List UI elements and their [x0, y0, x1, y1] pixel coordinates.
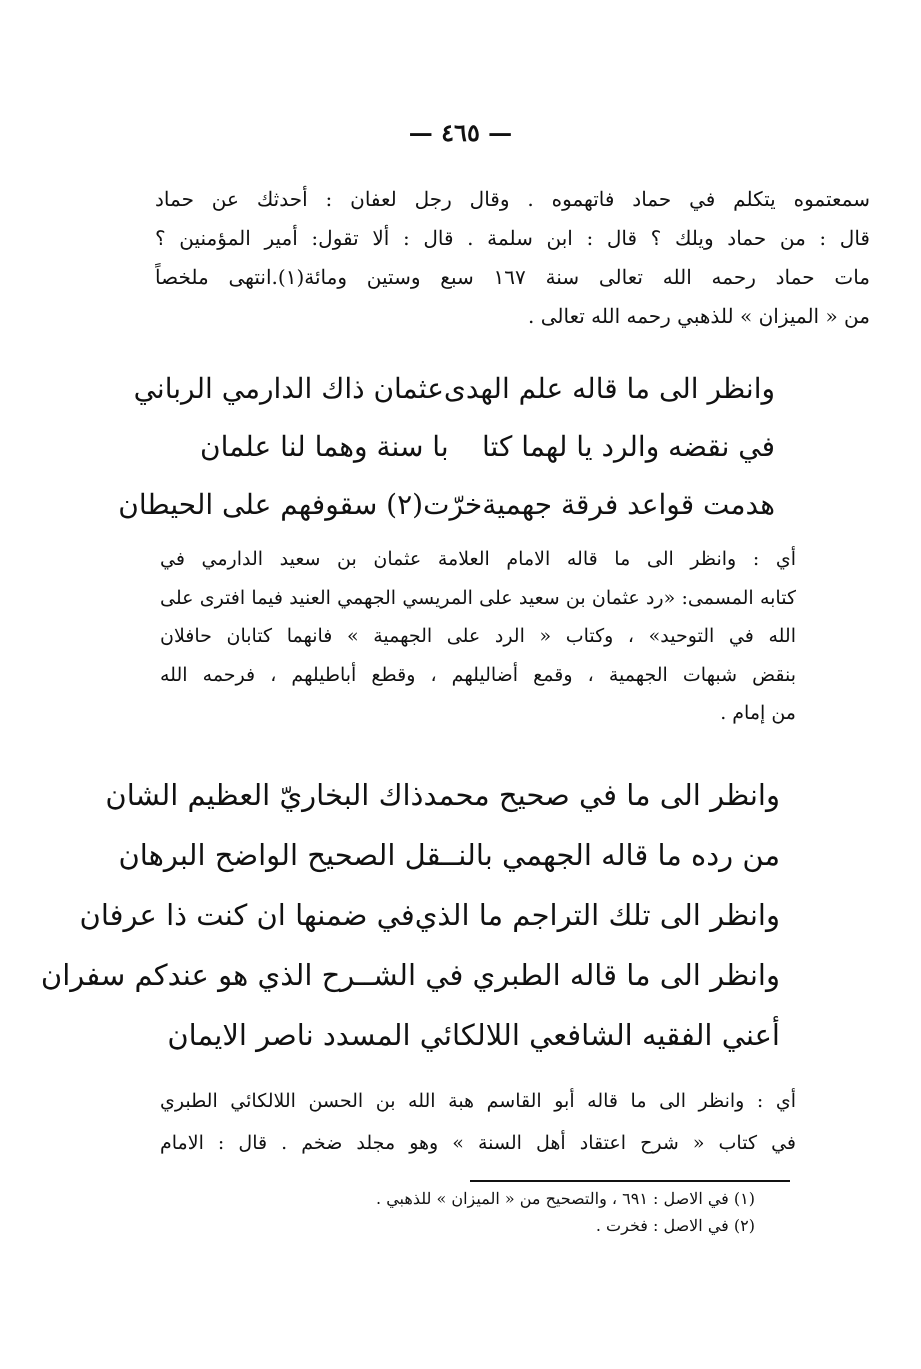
verse-first-hemistich: وانظر الى ما قاله الطبري في الشـ	[364, 958, 780, 992]
verse-line	[133, 360, 775, 418]
verse-first-hemistich: هدمت قواعد فرقة جهمية	[482, 488, 775, 521]
paragraph-line: بنقض شبهات الجهمية ، وقمع أضاليلهم ، وقطع أباطيلهم ، فرحمه الله	[160, 663, 796, 686]
verse-first-hemistich: أعني الفقيه الشافعي اللا	[485, 1018, 780, 1052]
verse-second-hemistich: لكائي المسدد ناصر الايمان	[167, 1018, 486, 1052]
paragraph-2	[160, 540, 796, 733]
verse-second-hemistich: في ضمنها ان كنت ذا عرفان	[79, 898, 415, 932]
verse-block-1	[118, 360, 775, 534]
verse-line	[79, 885, 780, 945]
paragraph-line: سمعتموه يتكلم في حماد فاتهموه . وقال رجل لعفان : أحدثك عن حماد	[155, 187, 870, 211]
paragraph-line: من « الميزان » للذهبي رحمه الله تعالى .	[528, 304, 870, 328]
paragraph-line: مات حماد رحمه الله تعالى سنة ١٦٧ سبع وستين ومائة(١).انتهى ملخصاً	[155, 265, 870, 289]
verse-first-hemistich: وانظر الى ما قاله علم الهدى	[443, 372, 775, 405]
footnote-divider	[470, 1180, 790, 1182]
verse-second-hemistich: خرّت(٢) سقوفهم على الحيطان	[118, 488, 483, 521]
verse-line	[167, 1005, 780, 1065]
paragraph-3	[160, 1080, 796, 1164]
verse-second-hemistich: ذاك البخاريّ العظيم الشان	[105, 778, 424, 812]
paragraph-line: الله في التوحيد» ، وكتاب « الرد على الجهمية » فانهما كتابان حافلان	[160, 625, 796, 647]
verse-first-hemistich: من رده ما قاله الجهمي بالنـ	[449, 838, 780, 872]
footnote: (٢) في الاصل : فخرت .	[595, 1216, 755, 1235]
paragraph-line: في كتاب « شرح اعتقاد أهل السنة » وهو مجلد ضخم . قال : الامام	[160, 1132, 796, 1154]
verse-first-hemistich: وانظر الى ما في صحيح محمد	[423, 778, 780, 812]
verse-line	[105, 765, 780, 825]
verse-line	[118, 476, 775, 534]
verse-line	[40, 945, 780, 1005]
page-number: — ٤٦٥ —	[408, 118, 513, 147]
paragraph-line: من إمام .	[720, 702, 796, 724]
verse-first-hemistich: في نقضه والرد يا لهما كتا	[481, 430, 775, 463]
paragraph-line: كتابه المسمى: «رد عثمان بن سعيد على المريسي الجهمي العنيد فيما افترى على	[160, 586, 796, 609]
verse-line	[118, 825, 780, 885]
verse-second-hemistich: ـرح الذي هو عندكم سفران	[40, 958, 365, 992]
verse-block-2	[40, 765, 780, 1065]
verse-second-hemistich: با سنة وهما لنا علمان	[200, 430, 449, 463]
verse-first-hemistich: وانظر الى تلك التراجم ما الذي	[414, 898, 780, 932]
verse-line	[200, 418, 775, 476]
verse-second-hemistich: عثمان ذاك الدارمي الرباني	[133, 372, 444, 405]
footnote: (١) في الاصل : ٦٩١ ، والتصحيح من « الميزان » للذهبي .	[376, 1189, 755, 1208]
paragraph-line: قال : من حماد ويلك ؟ قال : ابن سلمة . قال : ألا تقول: أمير المؤمنين ؟	[155, 226, 870, 250]
verse-second-hemistich: ـقل الصحيح الواضح البرهان	[118, 838, 450, 872]
paragraph-1	[155, 180, 870, 336]
paragraph-line: أي : وانظر الى ما قاله الامام العلامة عثمان بن سعيد الدارمي في	[160, 548, 796, 570]
paragraph-line: أي : وانظر الى ما قاله أبو القاسم هبة الله بن الحسن اللالكائي الطبري	[160, 1090, 796, 1112]
footnotes	[300, 1185, 755, 1239]
